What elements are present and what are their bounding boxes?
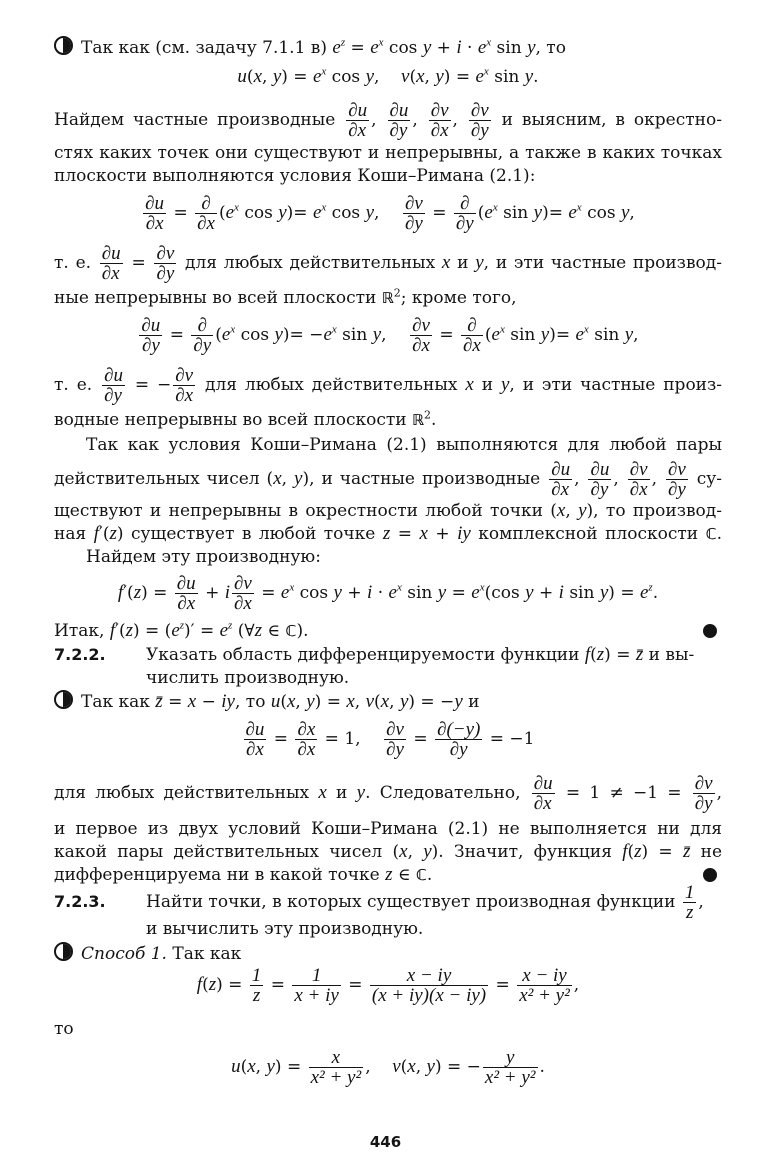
intro-line: Так как (см. задачу 7.1.1 в) $e^z = e^x$ $\cos y + i \cdot e^x$ sin y, то xyxy=(54,36,722,59)
sol-722-text-line-2: и первое из двух условий Коши–Римана (2.1) не выполняется ни для xyxy=(54,819,722,839)
partials-intro-line-3: плоскости выполняются условия Коши–Римана (2.1): xyxy=(54,166,536,186)
conclusion-line-2: действительных чисел (x, y), и частные производные $\frac{\partial u}{\partial x}$ , $\frac{\partial u}{\partial y}$ , $\frac{\partial v}{\partial x}$ , $\frac{\partial v}{\partial y}$ су- xyxy=(54,459,723,500)
solution-end-icon xyxy=(703,868,717,882)
problem-723-number: 7.2.3. xyxy=(54,892,106,911)
equation-5: f(z) = $\frac{1}{z}$ = $\frac{1}{x + iy}$ = $\frac{x - iy}{(x + iy)(x - iy)}$ = $\frac{x - iy}{\text{x² + y²}}$ , xyxy=(196,965,580,1006)
partials-intro-line-1: Найдем частные производные $\frac{\partial u}{\partial x}$ , $\frac{\partial u}{\partial y}$ , $\frac{\partial v}{\partial x}$ , $\frac{\partial v}{\partial y}$ и выясним, в окрестно- xyxy=(54,100,722,141)
te-1-line-2: ные непрерывны во всей плоскости ℝ$^2$; кроме того, xyxy=(54,286,517,308)
solution-start-icon xyxy=(54,942,73,961)
equation-1: $\frac{\partial u}{\partial x}$ = $\frac{\partial}{\partial x}$ ($e^x$ $\cos y)= e^x$ cos y, $\frac{\partial v}{\partial y}$ = $\frac{\partial}{\partial y}$ ($e^x$ $\sin y)= e^x$ cos y, xyxy=(145,193,635,234)
sol-722-text-line-1: для любых действительных x и y. Следовательно, $\frac{\partial u}{\partial x}$ = 1 ≠ −1 = $\frac{\partial v}{\partial y}$ , xyxy=(54,773,723,814)
sol-722-text-line-3: какой пары действительных чисел (x, y). Значит, функция f(z) = z̄ не xyxy=(54,841,722,862)
to-word: то xyxy=(54,1019,74,1039)
problem-723-line-1: 7.2.3. Найти точки, в которых существует производная функции $\frac{1}{z}$ , xyxy=(54,882,704,923)
sol-722-text-line-4: дифференцируема ни в какой точке z ∈ ℂ. xyxy=(54,864,433,885)
itak-line: Итак, $f'(z) = (e^z)' = e^z$ (∀z ∈ ℂ). xyxy=(54,619,309,641)
find-derivative: Найдем эту производную: xyxy=(86,547,321,567)
solution-end-icon xyxy=(703,624,717,638)
partials-intro-line-2: стях каких точек они существуют и непрерывны, а также в каких точках xyxy=(54,143,722,163)
equation-3: f′(z) = $\frac{\partial u}{\partial x}$ + i $\frac{\partial v}{\partial x}$ = $e^x$ $\cos y + i \cdot e^x$ $\sin y = e^x(\cos$ y + i $\sin y) = e^z$. xyxy=(117,573,659,614)
problem-722-number: 7.2.2. xyxy=(54,645,106,664)
problem-723-line-2: и вычислить эту производную. xyxy=(146,919,424,939)
conclusion-line-3: ществуют и непрерывны в окрестности любой точки (x, y), то производ- xyxy=(54,500,722,521)
problem-722-line-2: числить производную. xyxy=(146,668,350,688)
equation-6: u(x, y) = $\frac{x}{\text{x² + y²}}$ , v(x, y) = − $\frac{y}{\text{x² + y²}}$ . xyxy=(231,1047,545,1088)
conclusion-line-1: Так как условия Коши–Римана (2.1) выполняются для любой пары xyxy=(86,435,722,455)
sol-722-line: Так как z̄ = x − iy, то u(x, y) = x, v(x, y) = −y и xyxy=(54,690,722,713)
uv-definition: u(x, $y) = e^x$ cos y, v(x, $y) = e^x$ sin y. xyxy=(237,65,539,87)
method-1: Способ 1. Так как xyxy=(54,942,722,965)
problem-722-line-1: 7.2.2. Указать область дифференцируемости функции f(z) = z̄ и вы- xyxy=(54,644,695,665)
conclusion-line-4: ная f′(z) существует в любой точке z = x + iy комплексной плоскости ℂ. xyxy=(54,523,722,544)
equation-2: $\frac{\partial u}{\partial y}$ = $\frac{\partial}{\partial y}$ ($e^x$ $\cos y)= -e^x$ sin y, $\frac{\partial v}{\partial x}$ = $\frac{\partial}{\partial x}$ ($e^x$ $\sin y)= e^x$ sin y, xyxy=(141,315,639,356)
te-1-line-1: т. е. $\frac{\partial u}{\partial x}$ = $\frac{\partial v}{\partial y}$ для любых действительных x и y, и эти частные производ- xyxy=(54,243,722,284)
page-number: 446 xyxy=(369,1133,402,1151)
solution-start-icon xyxy=(54,36,73,55)
te-2-line-2: водные непрерывны во всей плоскости ℝ$^2$. xyxy=(54,408,437,430)
te-2-line-1: т. е. $\frac{\partial u}{\partial y}$ = − $\frac{\partial v}{\partial x}$ для любых действительных x и y, и эти частные произ- xyxy=(54,365,723,406)
equation-4: $\frac{\partial u}{\partial x}$ = $\frac{\partial x}{\partial x}$ = 1, $\frac{\partial v}{\partial y}$ = $\frac{\partial(-y)}{\partial y}$ = −1 xyxy=(245,719,535,760)
solution-start-icon xyxy=(54,690,73,709)
